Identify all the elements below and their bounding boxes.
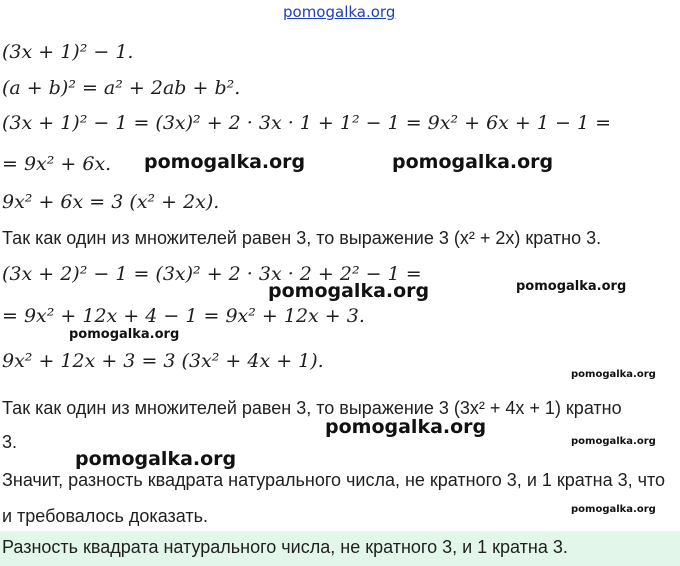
watermark: pomogalka.org: [144, 151, 306, 173]
math-line-7: (3x + 2)² − 1 = (3x)² + 2 · 3x · 2 + 2² − 1 =: [2, 263, 422, 285]
text-line-11: 3.: [2, 432, 18, 452]
watermark: pomogalka.org: [516, 279, 627, 294]
watermark: pomogalka.org: [392, 151, 554, 173]
text-line-10: Так как один из множителей равен 3, то выражение 3 (3x² + 4x + 1) кратно: [2, 398, 622, 418]
watermark: pomogalka.org: [571, 436, 656, 447]
math-line-8: = 9x² + 12x + 4 − 1 = 9x² + 12x + 3.: [2, 305, 365, 327]
math-line-5: 9x² + 6x = 3 (x² + 2x).: [2, 191, 220, 213]
watermark-header[interactable]: pomogalka.org: [283, 3, 396, 21]
answer-box: [0, 531, 680, 566]
math-line-2: (a + b)² = a² + 2ab + b².: [2, 77, 241, 99]
answer-text: Разность квадрата натурального числа, не кратного 3, и 1 кратна 3.: [2, 537, 568, 557]
text-line-6: Так как один из множителей равен 3, то выражение 3 (x² + 2x) кратно 3.: [2, 228, 602, 248]
text-line-13: и требовалось доказать.: [2, 506, 208, 526]
watermark: pomogalka.org: [325, 416, 487, 438]
math-line-1: (3x + 1)² − 1.: [2, 41, 134, 63]
watermark: pomogalka.org: [571, 504, 656, 515]
watermark: pomogalka.org: [571, 369, 656, 380]
math-line-4: = 9x² + 6x.: [2, 153, 112, 175]
math-line-3: (3x + 1)² − 1 = (3x)² + 2 · 3x · 1 + 1² − 1 = 9x² + 6x + 1 − 1 =: [2, 112, 612, 134]
watermark: pomogalka.org: [69, 327, 180, 342]
watermark: pomogalka.org: [268, 280, 430, 302]
text-line-12: Значит, разность квадрата натурального числа, не кратного 3, и 1 кратна 3, что: [2, 470, 666, 490]
watermark: pomogalka.org: [75, 448, 237, 470]
math-line-9: 9x² + 12x + 3 = 3 (3x² + 4x + 1).: [2, 350, 324, 372]
